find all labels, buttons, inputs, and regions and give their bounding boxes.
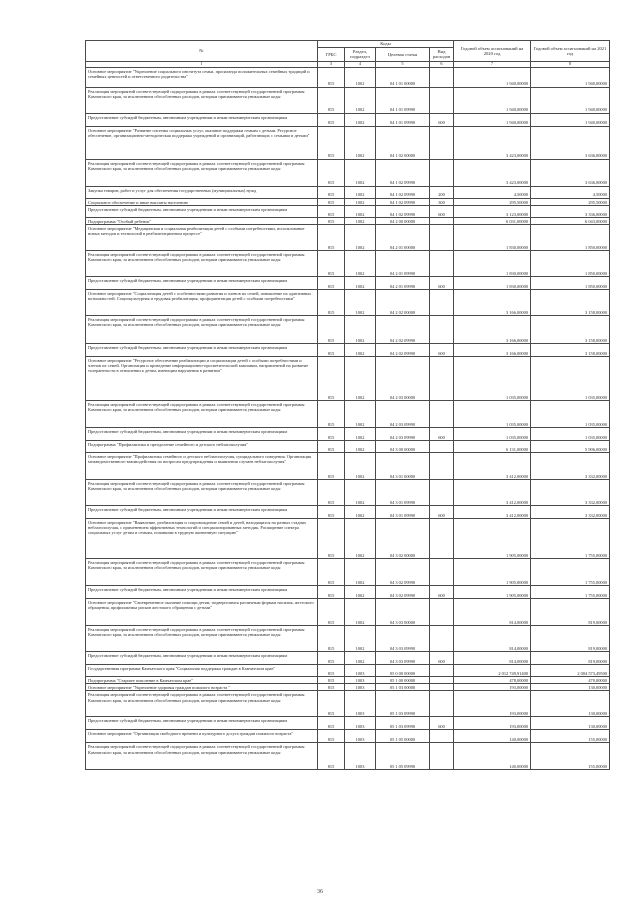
row-grbs: 815 (318, 186, 345, 198)
table-row (86, 598, 610, 625)
row-grbs: 815 (318, 276, 345, 289)
table-row (86, 356, 610, 400)
table-row (86, 315, 610, 343)
row-grbs: 815 (318, 664, 345, 676)
row-name: Реализация мероприятий соответствующей подпрограммы в рамках соответствующей государственной программы Камчатского края, за исключением обособленных расходов, которым присваиваются уникальные коды (86, 250, 318, 276)
table-header (86, 41, 610, 68)
row-grbs: 815 (318, 479, 345, 505)
row-razdel: 1002 (345, 518, 376, 558)
row-expense-type: 600 (430, 651, 454, 664)
row-grbs: 815 (318, 518, 345, 558)
row-expense-type (430, 217, 454, 224)
row-sum-2020: 1 830,00000 (454, 224, 531, 250)
row-target-article: 04 2 02 09990 (376, 315, 430, 343)
row-target-article: 05 1 00 00000 (376, 676, 430, 683)
row-name: Реализация мероприятий соответствующей подпрограммы в рамках соответствующей государственной программы Камчатского края, за исключением обособленных расходов, которым присваиваются уникальные коды (86, 479, 318, 505)
row-sum-2021: 1 755,00000 (531, 558, 610, 585)
row-expense-type (430, 315, 454, 343)
row-sum-2021: 295,50000 (531, 198, 610, 205)
table-row (86, 205, 610, 217)
row-expense-type: 600 (430, 585, 454, 598)
table-row (86, 558, 610, 585)
row-razdel: 1002 (345, 585, 376, 598)
row-grbs: 815 (318, 691, 345, 717)
table-row (86, 479, 610, 505)
row-razdel: 1002 (345, 356, 376, 400)
row-target-article: 05 0 00 00000 (376, 664, 430, 676)
row-sum-2020: 1 905,00000 (454, 518, 531, 558)
row-sum-2020: 2 012 749,91400 (454, 664, 531, 676)
row-razdel: 1002 (345, 87, 376, 113)
table-row (86, 198, 610, 205)
row-razdel: 1002 (345, 217, 376, 224)
row-grbs: 815 (318, 250, 345, 276)
table-row (86, 224, 610, 250)
row-target-article: 04 3 00 00000 (376, 440, 430, 452)
row-sum-2020: 6 131,00000 (454, 440, 531, 452)
row-grbs: 815 (318, 684, 345, 691)
row-sum-2020: 1 035,00000 (454, 356, 531, 400)
row-grbs: 815 (318, 315, 345, 343)
row-target-article: 05 1 05 00000 (376, 730, 430, 743)
row-target-article: 05 1 03 00000 (376, 684, 430, 691)
row-name: Реализация мероприятий соответствующей подпрограммы в рамках соответствующей государственной программы Камчатского края, за исключением обособленных расходов, которым присваиваются уникальные коды (86, 743, 318, 770)
row-sum-2021: 1 850,00000 (531, 250, 610, 276)
row-expense-type (430, 400, 454, 427)
row-razdel: 1002 (345, 186, 376, 198)
row-sum-2021: 1 850,00000 (531, 276, 610, 289)
row-sum-2020: 140,00000 (454, 743, 531, 770)
row-expense-type (430, 518, 454, 558)
row-grbs: 815 (318, 217, 345, 224)
row-sum-2020: 140,00000 (454, 730, 531, 743)
row-grbs: 815 (318, 440, 345, 452)
col-number: 3 (318, 62, 345, 68)
row-name: Предоставление субсидий бюджетным, автономным учреждениям и иным некоммерческим организациям (86, 651, 318, 664)
row-sum-2020: 3 412,00000 (454, 452, 531, 479)
row-sum-2021: 819,00000 (531, 651, 610, 664)
row-razdel: 1002 (345, 625, 376, 651)
row-razdel: 1002 (345, 205, 376, 217)
row-target-article: 04 3 02 00000 (376, 518, 430, 558)
row-name: Основное мероприятие "Своевременное оказание помощи детям, подвергшимся различным формам насилия, жестокого обращения, профилактика рисков жестокого обращения с детьми" (86, 598, 318, 625)
row-sum-2020: 295,50000 (454, 198, 531, 205)
table-row (86, 664, 610, 676)
row-expense-type (430, 625, 454, 651)
row-target-article: 05 1 03 09990 (376, 717, 430, 730)
row-sum-2020: 3 412,00000 (454, 505, 531, 518)
row-sum-2020: 1 830,00000 (454, 276, 531, 289)
row-razdel: 1002 (345, 250, 376, 276)
row-expense-type: 200 (430, 186, 454, 198)
table-row (86, 67, 610, 87)
row-name: Основное мероприятие "Развитие системы социальных услуг, оказание поддержки семьям с детьми. Ресурсное обеспечение, организационно-методическая поддержка учреждений и организаций, работающих с семьями и детьми" (86, 126, 318, 159)
header-expense-type: Вид расходов (430, 47, 454, 61)
row-sum-2020: 3 166,00000 (454, 289, 531, 315)
row-name: Основное мероприятие "Медицинская и социальная реабилитация детей с особыми потребностями, использование новых методов и технологий в реабилитационном процессе" (86, 224, 318, 250)
row-sum-2021: 3 336,00000 (531, 205, 610, 217)
row-expense-type (430, 684, 454, 691)
table-row (86, 217, 610, 224)
row-expense-type: 600 (430, 343, 454, 356)
row-name: Подпрограмма "Особый ребенок" (86, 217, 318, 224)
row-sum-2020: 1 035,00000 (454, 427, 531, 440)
row-sum-2020: 3 412,00000 (454, 479, 531, 505)
row-name: Реализация мероприятий соответствующей подпрограммы в рамках соответствующей государственной программы Камчатского края, за исключением обособленных расходов, которым присваиваются уникальные коды (86, 159, 318, 186)
row-name: Реализация мероприятий соответствующей подпрограммы в рамках соответствующей государственной программы Камчатского края, за исключением обособленных расходов, которым присваиваются уникальные коды (86, 400, 318, 427)
row-name: Реализация мероприятий соответствующей подпрограммы в рамках соответствующей государственной программы Камчатского края, за исключением обособленных расходов, которым присваиваются уникальные коды (86, 87, 318, 113)
table-row (86, 452, 610, 479)
row-sum-2021: 4,50000 (531, 186, 610, 198)
row-target-article: 04 2 00 00000 (376, 217, 430, 224)
row-razdel: 1003 (345, 691, 376, 717)
row-sum-2021: 1 940,00000 (531, 113, 610, 126)
row-razdel: 1003 (345, 717, 376, 730)
row-target-article: 04 3 01 00000 (376, 452, 430, 479)
budget-table (85, 40, 610, 770)
table-row (86, 427, 610, 440)
table-row (86, 126, 610, 159)
row-expense-type (430, 730, 454, 743)
table-row (86, 651, 610, 664)
table-row (86, 289, 610, 315)
row-razdel: 1002 (345, 598, 376, 625)
row-sum-2021: 3 332,00000 (531, 452, 610, 479)
row-sum-2021: 155,00000 (531, 743, 610, 770)
row-target-article: 04 1 02 09990 (376, 205, 430, 217)
row-grbs: 815 (318, 400, 345, 427)
row-grbs: 815 (318, 598, 345, 625)
row-razdel: 1002 (345, 343, 376, 356)
row-name: Предоставление субсидий бюджетным, автономным учреждениям и иным некоммерческим организациям (86, 505, 318, 518)
row-target-article: 04 3 03 00000 (376, 598, 430, 625)
table-row (86, 684, 610, 691)
row-target-article: 04 2 01 00000 (376, 224, 430, 250)
row-sum-2021: 1 850,00000 (531, 224, 610, 250)
row-expense-type: 300 (430, 198, 454, 205)
row-expense-type (430, 691, 454, 717)
table-row (86, 186, 610, 198)
row-razdel: 1002 (345, 452, 376, 479)
row-grbs: 815 (318, 159, 345, 186)
row-sum-2020: 814,00000 (454, 625, 531, 651)
row-sum-2021: 3 158,00000 (531, 315, 610, 343)
row-grbs: 815 (318, 585, 345, 598)
row-name: Подпрограмма "Старшее поколение в Камчатском крае" (86, 676, 318, 683)
row-grbs: 815 (318, 289, 345, 315)
row-name: Государственная программа Камчатского края "Социальная поддержка граждан в Камчатском крае" (86, 664, 318, 676)
row-sum-2020: 1 905,00000 (454, 558, 531, 585)
row-expense-type (430, 356, 454, 400)
row-target-article: 04 3 02 09990 (376, 558, 430, 585)
row-expense-type (430, 440, 454, 452)
row-razdel: 1002 (345, 651, 376, 664)
row-target-article: 04 1 01 09990 (376, 87, 430, 113)
header-sum-2021: Годовой объем ассигнований на 2021 год (531, 41, 610, 62)
table-row (86, 585, 610, 598)
row-name: Предоставление субсидий бюджетным, автономным учреждениям и иным некоммерческим организациям (86, 717, 318, 730)
col-number: 5 (376, 62, 430, 68)
row-sum-2020: 1 940,00000 (454, 87, 531, 113)
row-grbs: 815 (318, 452, 345, 479)
header-grbs: ГРБС (318, 47, 345, 61)
row-expense-type (430, 558, 454, 585)
row-expense-type (430, 126, 454, 159)
header-target-article: Целевая статья (376, 47, 430, 61)
row-grbs: 815 (318, 113, 345, 126)
row-target-article: 04 2 01 09990 (376, 276, 430, 289)
row-expense-type (430, 289, 454, 315)
row-sum-2021: 1 940,00000 (531, 67, 610, 87)
row-target-article: 04 2 01 09990 (376, 250, 430, 276)
row-name: Реализация мероприятий соответствующей подпрограммы в рамках соответствующей государственной программы Камчатского края, за исключением обособленных расходов, которым присваиваются уникальные коды (86, 558, 318, 585)
row-target-article: 04 1 02 09990 (376, 198, 430, 205)
row-sum-2021: 470,00000 (531, 676, 610, 683)
row-sum-2021: 130,00000 (531, 717, 610, 730)
table-body (86, 67, 610, 770)
row-razdel: 1002 (345, 440, 376, 452)
row-target-article: 04 1 02 09990 (376, 186, 430, 198)
row-grbs: 815 (318, 343, 345, 356)
row-grbs: 815 (318, 743, 345, 770)
row-razdel: 1002 (345, 67, 376, 87)
row-sum-2020: 193,00000 (454, 691, 531, 717)
row-sum-2021: 2 004 573,49500 (531, 664, 610, 676)
row-sum-2021: 6 043,00000 (531, 217, 610, 224)
row-sum-2021: 1 035,00000 (531, 356, 610, 400)
row-expense-type: 600 (430, 505, 454, 518)
row-sum-2021: 130,00000 (531, 684, 610, 691)
row-razdel: 1002 (345, 289, 376, 315)
row-name: Подпрограмма "Профилактика и преодоление семейного и детского неблагополучия" (86, 440, 318, 452)
table-row (86, 625, 610, 651)
row-grbs: 815 (318, 87, 345, 113)
row-sum-2021: 3 636,00000 (531, 159, 610, 186)
table-row (86, 400, 610, 427)
table-row (86, 676, 610, 683)
row-razdel: 1002 (345, 224, 376, 250)
row-razdel: 1003 (345, 743, 376, 770)
row-expense-type (430, 250, 454, 276)
table-row (86, 87, 610, 113)
row-sum-2020: 6 031,00000 (454, 217, 531, 224)
row-target-article: 05 1 05 09990 (376, 743, 430, 770)
row-sum-2021: 3 158,00000 (531, 289, 610, 315)
table-row (86, 730, 610, 743)
row-sum-2021: 3 332,00000 (531, 479, 610, 505)
row-sum-2020: 4,50000 (454, 186, 531, 198)
row-name: Реализация мероприятий соответствующей подпрограммы в рамках соответствующей государственной программы Камчатского края, за исключением обособленных расходов, которым присваиваются уникальные коды (86, 625, 318, 651)
header-codes: Коды (318, 41, 454, 48)
row-target-article: 04 3 02 09990 (376, 585, 430, 598)
table-row (86, 250, 610, 276)
row-target-article: 04 3 01 09990 (376, 505, 430, 518)
row-expense-type (430, 743, 454, 770)
row-sum-2020: 193,00000 (454, 717, 531, 730)
row-target-article: 04 2 03 09990 (376, 427, 430, 440)
table-row (86, 518, 610, 558)
row-razdel: 1002 (345, 479, 376, 505)
row-sum-2020: 3 123,00000 (454, 205, 531, 217)
row-name: Реализация мероприятий соответствующей подпрограммы в рамках соответствующей государственной программы Камчатского края, за исключением обособленных расходов, которым присваиваются уникальные коды (86, 315, 318, 343)
row-expense-type: 600 (430, 276, 454, 289)
row-name: Предоставление субсидий бюджетным, автономным учреждениям и иным некоммерческим организациям (86, 113, 318, 126)
row-razdel: 1003 (345, 730, 376, 743)
table-row (86, 440, 610, 452)
row-razdel: 1002 (345, 558, 376, 585)
row-sum-2020: 478,00000 (454, 676, 531, 683)
row-expense-type (430, 479, 454, 505)
row-grbs: 815 (318, 356, 345, 400)
row-name: Основное мероприятие "Выявление, реабилитация и сопровождение семей и детей, находящихся на разных стадиях неблагополучия, с применением эффективных технологий и специализированных методик. Расширение спектра социальных услуг детям и семьям, попавшим в трудную жизненную ситуацию" (86, 518, 318, 558)
row-sum-2021: 3 158,00000 (531, 343, 610, 356)
row-name: Предоставление субсидий бюджетным, автономным учреждениям и иным некоммерческим организациям (86, 343, 318, 356)
row-grbs: 815 (318, 717, 345, 730)
row-name: Реализация мероприятий соответствующей подпрограммы в рамках соответствующей государственной программы Камчатского края, за исключением обособленных расходов, которым присваиваются уникальные коды (86, 691, 318, 717)
row-expense-type: 600 (430, 205, 454, 217)
table-row (86, 743, 610, 770)
row-expense-type (430, 87, 454, 113)
row-sum-2020: 3 423,00000 (454, 126, 531, 159)
row-name: Основное мероприятие "Организация свободного времени и культурного досуга граждан пожилого возраста" (86, 730, 318, 743)
row-target-article: 04 3 03 09990 (376, 625, 430, 651)
table-row (86, 505, 610, 518)
col-number: 6 (430, 62, 454, 68)
row-sum-2021: 1 755,00000 (531, 585, 610, 598)
row-sum-2020: 1 035,00000 (454, 400, 531, 427)
row-sum-2021: 1 035,00000 (531, 427, 610, 440)
row-name: Основное мероприятие "Социализация детей с особенностями развития и членов их семей, повышение их адаптивных возможностей. Социокультурная и трудовая реабилитация, профориентация детей с особыми потребностями" (86, 289, 318, 315)
row-grbs: 815 (318, 126, 345, 159)
col-number: 7 (454, 62, 531, 68)
row-sum-2021: 819,00000 (531, 625, 610, 651)
row-sum-2021: 3 636,00000 (531, 126, 610, 159)
row-sum-2021: 3 332,00000 (531, 505, 610, 518)
row-sum-2021: 1 940,00000 (531, 87, 610, 113)
row-name: Предоставление субсидий бюджетным, автономным учреждениям и иным некоммерческим организациям (86, 205, 318, 217)
page-number: 36 (317, 889, 323, 895)
row-expense-type: 600 (430, 427, 454, 440)
row-sum-2021: 1 035,00000 (531, 400, 610, 427)
row-razdel: 1002 (345, 126, 376, 159)
row-razdel: 1003 (345, 684, 376, 691)
row-grbs: 815 (318, 198, 345, 205)
row-expense-type: 600 (430, 113, 454, 126)
table-row (86, 276, 610, 289)
table-row (86, 691, 610, 717)
row-target-article: 05 1 03 09990 (376, 691, 430, 717)
row-name: Предоставление субсидий бюджетным, автономным учреждениям и иным некоммерческим организациям (86, 276, 318, 289)
header-razdel: Раздел, подраздел (345, 47, 376, 61)
row-grbs: 815 (318, 67, 345, 87)
header-no: № (86, 41, 318, 62)
row-razdel: 1002 (345, 198, 376, 205)
row-name: Основное мероприятие "Ресурсное обеспечение реабилитации и социализации детей с особыми потребностями и членов их семей. Организация и проведение информационно-просветительской кампании, направленной на развитие толерантности в отношении к детям, имеющим нарушения в развитии" (86, 356, 318, 400)
row-sum-2021: 1 755,00000 (531, 518, 610, 558)
row-grbs: 815 (318, 730, 345, 743)
table-row (86, 159, 610, 186)
row-razdel: 1003 (345, 676, 376, 683)
row-expense-type (430, 224, 454, 250)
row-grbs: 815 (318, 505, 345, 518)
row-expense-type (430, 452, 454, 479)
row-target-article: 04 3 03 09990 (376, 651, 430, 664)
row-grbs: 815 (318, 224, 345, 250)
row-razdel: 1003 (345, 664, 376, 676)
row-target-article: 04 1 02 09990 (376, 159, 430, 186)
table-row (86, 343, 610, 356)
row-sum-2020: 3 166,00000 (454, 343, 531, 356)
row-target-article: 04 2 02 00000 (376, 289, 430, 315)
row-sum-2020: 1 940,00000 (454, 67, 531, 87)
table-row (86, 717, 610, 730)
row-razdel: 1002 (345, 113, 376, 126)
row-sum-2020: 814,00000 (454, 598, 531, 625)
row-razdel: 1002 (345, 427, 376, 440)
row-razdel: 1002 (345, 315, 376, 343)
row-razdel: 1002 (345, 276, 376, 289)
row-sum-2021: 155,00000 (531, 730, 610, 743)
row-grbs: 815 (318, 676, 345, 683)
row-grbs: 815 (318, 427, 345, 440)
row-name: Основное мероприятие "Укрепление здоровья граждан пожилого возраста " (86, 684, 318, 691)
row-razdel: 1002 (345, 159, 376, 186)
row-grbs: 815 (318, 558, 345, 585)
row-target-article: 04 2 03 00000 (376, 356, 430, 400)
row-expense-type (430, 159, 454, 186)
table-row (86, 113, 610, 126)
row-sum-2020: 1 905,00000 (454, 585, 531, 598)
row-target-article: 04 1 01 09990 (376, 113, 430, 126)
row-razdel: 1002 (345, 400, 376, 427)
row-expense-type (430, 67, 454, 87)
row-expense-type: 600 (430, 717, 454, 730)
row-target-article: 04 2 02 09990 (376, 343, 430, 356)
row-name: Закупка товаров, работ и услуг для обеспечения государственных (муниципальных) нужд (86, 186, 318, 198)
row-sum-2020: 1 940,00000 (454, 113, 531, 126)
row-name: Основное мероприятие "Укрепление социального института семьи, пропаганда положительных семейных традиций и семейных ценностей и ответственного родительства" (86, 67, 318, 87)
row-name: Основное мероприятие "Профилактика семейного и детского неблагополучия, суицидального поведения. Организация межведомственного взаимодействия по вопросам предупреждения и выявления случаев неблагополучия" (86, 452, 318, 479)
row-sum-2020: 1 830,00000 (454, 250, 531, 276)
col-number: 4 (345, 62, 376, 68)
row-sum-2021: 819,00000 (531, 598, 610, 625)
col-number: 1 (86, 62, 318, 68)
row-expense-type (430, 676, 454, 683)
row-sum-2021: 5 906,00000 (531, 440, 610, 452)
row-name: Предоставление субсидий бюджетным, автономным учреждениям и иным некоммерческим организациям (86, 427, 318, 440)
row-grbs: 815 (318, 205, 345, 217)
row-name: Социальное обеспечение и иные выплаты населению (86, 198, 318, 205)
col-number: 8 (531, 62, 610, 68)
row-target-article: 04 2 03 09990 (376, 400, 430, 427)
row-target-article: 04 1 02 00000 (376, 126, 430, 159)
row-razdel: 1002 (345, 505, 376, 518)
row-sum-2020: 193,00000 (454, 684, 531, 691)
row-sum-2020: 814,00000 (454, 651, 531, 664)
row-sum-2020: 3 423,00000 (454, 159, 531, 186)
row-expense-type (430, 664, 454, 676)
row-grbs: 815 (318, 651, 345, 664)
row-name: Предоставление субсидий бюджетным, автономным учреждениям и иным некоммерческим организациям (86, 585, 318, 598)
header-sum-2020: Годовой объем ассигнований на 2020 год (454, 41, 531, 62)
row-grbs: 815 (318, 625, 345, 651)
row-target-article: 04 1 01 00000 (376, 67, 430, 87)
row-sum-2020: 3 166,00000 (454, 315, 531, 343)
row-sum-2021: 130,00000 (531, 691, 610, 717)
row-expense-type (430, 598, 454, 625)
row-target-article: 04 3 01 09990 (376, 479, 430, 505)
